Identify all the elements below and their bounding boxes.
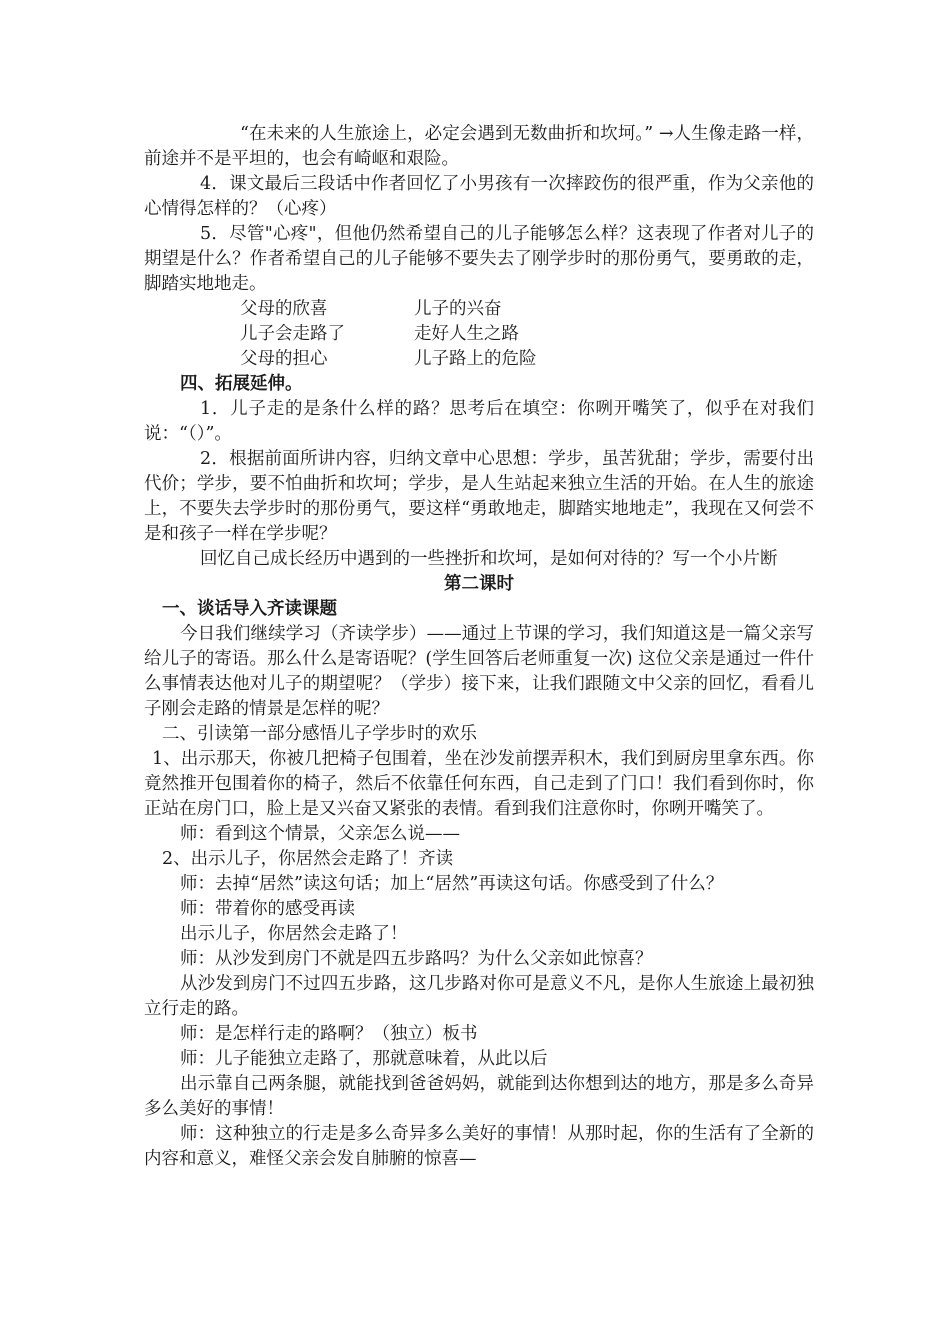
board-cell-left: 儿子会走路了 (240, 324, 345, 344)
board-cell-right: 儿子的兴奋 (414, 299, 502, 319)
paragraph-teacher-5: 师：是怎样行走的路啊？（独立）板书 (180, 1024, 478, 1044)
paragraph-teacher-6: 师：儿子能独立走路了，那就意味着，从此以后 (180, 1049, 548, 1069)
document-page (144, 122, 814, 1172)
paragraph-question-5: 5．尽管"心疼"，但他仍然希望自己的儿子能够怎么样？这表现了作者对儿子的期望是什么？作者希望自己的儿子能够不要失去了刚学步时的那份勇气，要勇敢的走，脚踏实地地走。 (144, 224, 814, 294)
paragraph-teacher-1: 师：看到这个情景，父亲怎么说—— (180, 824, 460, 844)
paragraph-explanation: 从沙发到房门不过四五步路，这几步路对你可是意义不凡，是你人生旅途上最初独立行走的路。 (144, 974, 814, 1019)
board-cell-right: 走好人生之路 (414, 324, 519, 344)
paragraph-teacher-7: 师：这种独立的行走是多么奇异多么美好的事情！从那时起，你的生活有了全新的内容和意义，难怪父亲会发自肺腑的惊喜— (144, 1124, 814, 1169)
paragraph-teacher-3: 师：带着你的感受再读 (180, 899, 355, 919)
paragraph-teacher-4: 师：从沙发到房门不就是四五步路吗？为什么父亲如此惊喜？ (180, 949, 653, 969)
section-heading-intro: 一、谈话导入齐读课题 (162, 599, 337, 619)
paragraph-show-sentence: 出示儿子，你居然会走路了！ (180, 924, 408, 944)
paragraph-quote: “在未来的人生旅途上，必定会遇到无数曲折和坎坷。” →人生像走路一样，前途并不是平坦的，也会有崎岖和艰险。 (144, 124, 814, 169)
paragraph-extension-1: 1．儿子走的是条什么样的路？思考后在填空：你咧开嘴笑了，似乎在对我们说：“（）”。 (144, 399, 814, 444)
paragraph-step-1: 1、出示那天，你被几把椅子包围着，坐在沙发前摆弄积木，我们到厨房里拿东西。你竟然推开包围着你的椅子，然后不依靠任何东西，自己走到了门口！我们看到你时，你正站在房门口，脸上是又兴奋又紧张的表情。看到我们注意你时，你咧开嘴笑了。 (144, 749, 814, 819)
paragraph-step-2: 2、出示儿子，你居然会走路了！齐读 (162, 849, 454, 869)
paragraph-intro: 今日我们继续学习（齐读学步）——通过上节课的学习，我们知道这是一篇父亲写给儿子的寄语。那么什么是寄语呢？(学生回答后老师重复一次) 这位父亲是通过一件什么事情表达他对儿子的期望呢？（学步）接下来，让我们跟随文中父亲的回忆，看看儿子刚会走路的情景是怎样的呢？ (144, 624, 814, 719)
section-heading-part1: 二、引读第一部分感悟儿子学步时的欢乐 (162, 724, 477, 744)
board-row (240, 322, 814, 347)
board-table (240, 297, 814, 372)
board-cell-right: 儿子路上的危险 (414, 349, 537, 369)
paragraph-teacher-2: 师：去掉“居然”读这句话；加上“居然”再读这句话。你感受到了什么？ (180, 874, 724, 894)
paragraph-question-4: 4．课文最后三段话中作者回忆了小男孩有一次摔跤伤的很严重，作为父亲他的心情得怎样的？（心疼） (144, 174, 814, 219)
board-cell-left: 父母的担心 (240, 349, 328, 369)
paragraph-writing-task: 回忆自己成长经历中遇到的一些挫折和坎坷，是如何对待的？写一个小片断 (200, 549, 778, 569)
paragraph-extension-2: 2．根据前面所讲内容，归纳文章中心思想：学步，虽苦犹甜；学步，需要付出代价；学步，要不怕曲折和坎坷；学步，是人生站起来独立生活的开始。在人生的旅途上，不要失去学步时的那份勇气，要这样“勇敢地走，脚踏实地地走”，我现在又何尝不是和孩子一样在学步呢？ (144, 449, 814, 544)
section-heading-extension: 四、拓展延伸。 (180, 374, 303, 394)
board-cell-left: 父母的欣喜 (240, 299, 328, 319)
board-row (240, 297, 814, 322)
board-row (240, 347, 814, 372)
lesson-title: 第二课时 (444, 574, 514, 594)
paragraph-show-sentence-2: 出示靠自己两条腿，就能找到爸爸妈妈，就能到达你想到达的地方，那是多么奇异多么美好的事情！ (144, 1074, 814, 1119)
